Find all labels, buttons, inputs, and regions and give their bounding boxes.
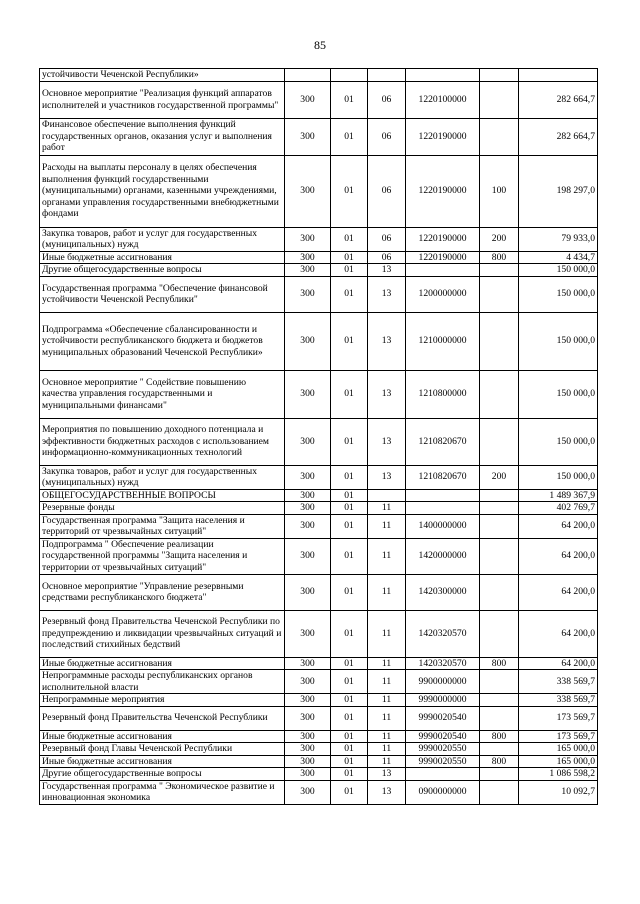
row-subsection-code: 13 <box>368 418 406 465</box>
row-name: Непрограммные расходы республиканских органов исполнительной власти <box>40 670 285 694</box>
row-expense-type-code: 800 <box>480 251 519 264</box>
row-section-code: 01 <box>331 251 368 264</box>
row-expense-type-code <box>480 118 519 155</box>
row-subsection-code: 13 <box>368 264 406 277</box>
row-section-code: 01 <box>331 465 368 489</box>
row-expense-type-code <box>480 694 519 707</box>
row-amount: 150 000,0 <box>519 418 598 465</box>
row-subsection-code: 11 <box>368 657 406 670</box>
row-department-code: 300 <box>285 502 331 515</box>
row-department-code: 300 <box>285 312 331 370</box>
table-row <box>40 251 598 264</box>
row-target-item-code: 1220190000 <box>406 118 480 155</box>
row-target-item-code: 1210000000 <box>406 312 480 370</box>
table-body <box>40 69 598 805</box>
row-expense-type-code <box>480 264 519 277</box>
row-name: Резервный фонд Правительства Чеченской Республики <box>40 706 285 730</box>
row-expense-type-code <box>480 312 519 370</box>
row-section-code: 01 <box>331 730 368 743</box>
row-subsection-code: 11 <box>368 730 406 743</box>
row-expense-type-code <box>480 81 519 118</box>
row-section-code: 01 <box>331 694 368 707</box>
row-department-code: 300 <box>285 706 331 730</box>
row-expense-type-code <box>480 69 519 82</box>
row-subsection-code <box>368 69 406 82</box>
row-name: Государственная программа "Обеспечение финансовой устойчивости Чеченской Республики" <box>40 276 285 312</box>
row-amount: 338 569,7 <box>519 670 598 694</box>
row-department-code: 300 <box>285 610 331 657</box>
row-target-item-code: 9990000000 <box>406 694 480 707</box>
table-row <box>40 574 598 610</box>
row-name: Другие общегосударственные вопросы <box>40 768 285 781</box>
row-amount: 338 569,7 <box>519 694 598 707</box>
row-section-code: 01 <box>331 706 368 730</box>
row-expense-type-code: 200 <box>480 465 519 489</box>
row-name: Резервные фонды <box>40 502 285 515</box>
row-amount: 10 092,7 <box>519 780 598 804</box>
table-row <box>40 780 598 804</box>
row-department-code <box>285 69 331 82</box>
row-amount: 173 569,7 <box>519 706 598 730</box>
table-row <box>40 118 598 155</box>
row-section-code: 01 <box>331 418 368 465</box>
row-department-code: 300 <box>285 227 331 251</box>
row-amount: 64 200,0 <box>519 610 598 657</box>
row-expense-type-code: 200 <box>480 227 519 251</box>
row-expense-type-code <box>480 514 519 538</box>
row-amount: 1 489 367,9 <box>519 489 598 502</box>
row-name: Основное мероприятие "Управление резервными средствами республиканского бюджета" <box>40 574 285 610</box>
row-amount: 64 200,0 <box>519 657 598 670</box>
row-name: Мероприятия по повышению доходного потенциала и эффективности бюджетных расходов с использованием информационно-коммуникационных технологий <box>40 418 285 465</box>
row-department-code: 300 <box>285 370 331 418</box>
row-department-code: 300 <box>285 264 331 277</box>
row-name: Непрограммные мероприятия <box>40 694 285 707</box>
table-row <box>40 610 598 657</box>
row-amount: 150 000,0 <box>519 276 598 312</box>
row-expense-type-code <box>480 706 519 730</box>
row-name: Основное мероприятие "Реализация функций аппаратов исполнителей и участников государственной программы" <box>40 81 285 118</box>
row-target-item-code: 1220190000 <box>406 155 480 227</box>
row-expense-type-code: 800 <box>480 730 519 743</box>
row-section-code: 01 <box>331 264 368 277</box>
row-name: Закупка товаров, работ и услуг для государственных (муниципальных) нужд <box>40 227 285 251</box>
row-name: Расходы на выплаты персоналу в целях обеспечения выполнения функций государственными (муниципальными) органами, казенными учреждениями, органами управления государственными внебюджетными фондами <box>40 155 285 227</box>
row-amount: 64 200,0 <box>519 574 598 610</box>
row-target-item-code: 9990020550 <box>406 755 480 768</box>
table-row <box>40 465 598 489</box>
row-department-code: 300 <box>285 574 331 610</box>
table-row <box>40 657 598 670</box>
row-subsection-code: 11 <box>368 514 406 538</box>
row-amount: 150 000,0 <box>519 264 598 277</box>
table-row <box>40 370 598 418</box>
row-subsection-code: 11 <box>368 670 406 694</box>
row-target-item-code: 1420320570 <box>406 657 480 670</box>
row-name: Подпрограмма «Обеспечение сбалансированности и устойчивости республиканского бюджета и бюджетов муниципальных образований Чеченской Республики» <box>40 312 285 370</box>
table-row <box>40 418 598 465</box>
row-expense-type-code <box>480 538 519 574</box>
row-amount: 150 000,0 <box>519 465 598 489</box>
row-name: Другие общегосударственные вопросы <box>40 264 285 277</box>
row-name: Резервный фонд Правительства Чеченской Республики по предупреждению и ликвидации чрезвычайных ситуаций и последствий стихийных бедствий <box>40 610 285 657</box>
row-target-item-code: 1400000000 <box>406 514 480 538</box>
row-name: Иные бюджетные ассигнования <box>40 657 285 670</box>
table-row <box>40 694 598 707</box>
row-subsection-code: 11 <box>368 502 406 515</box>
row-name: Государственная программа " Экономическое развитие и инновационная экономика <box>40 780 285 804</box>
table-row <box>40 514 598 538</box>
row-subsection-code: 13 <box>368 465 406 489</box>
row-section-code: 01 <box>331 370 368 418</box>
row-department-code: 300 <box>285 730 331 743</box>
row-expense-type-code <box>480 276 519 312</box>
row-amount: 79 933,0 <box>519 227 598 251</box>
row-section-code: 01 <box>331 489 368 502</box>
row-department-code: 300 <box>285 657 331 670</box>
table-row <box>40 670 598 694</box>
row-section-code: 01 <box>331 670 368 694</box>
row-name: Закупка товаров, работ и услуг для государственных (муниципальных) нужд <box>40 465 285 489</box>
row-target-item-code: 0900000000 <box>406 780 480 804</box>
row-name: Иные бюджетные ассигнования <box>40 730 285 743</box>
table-row <box>40 538 598 574</box>
page-number: 85 <box>314 38 326 52</box>
row-section-code: 01 <box>331 610 368 657</box>
row-section-code: 01 <box>331 657 368 670</box>
row-subsection-code: 11 <box>368 706 406 730</box>
row-subsection-code: 06 <box>368 251 406 264</box>
row-expense-type-code: 800 <box>480 657 519 670</box>
row-section-code: 01 <box>331 574 368 610</box>
row-name: Резервный фонд Главы Чеченской Республики <box>40 743 285 756</box>
table-row <box>40 489 598 502</box>
row-name: устойчивости Чеченской Республики» <box>40 69 285 82</box>
row-name: Иные бюджетные ассигнования <box>40 251 285 264</box>
row-expense-type-code <box>480 743 519 756</box>
row-section-code: 01 <box>331 514 368 538</box>
row-section-code: 01 <box>331 312 368 370</box>
row-department-code: 300 <box>285 251 331 264</box>
row-subsection-code: 11 <box>368 538 406 574</box>
row-target-item-code: 1220100000 <box>406 81 480 118</box>
row-target-item-code: 9990020540 <box>406 730 480 743</box>
row-subsection-code: 06 <box>368 227 406 251</box>
row-target-item-code: 9990020540 <box>406 706 480 730</box>
row-amount: 64 200,0 <box>519 538 598 574</box>
row-target-item-code <box>406 502 480 515</box>
row-expense-type-code <box>480 502 519 515</box>
row-target-item-code: 1420000000 <box>406 538 480 574</box>
row-target-item-code: 1210820670 <box>406 465 480 489</box>
table-row <box>40 743 598 756</box>
row-target-item-code: 9990020550 <box>406 743 480 756</box>
row-name: Финансовое обеспечение выполнения функций государственных органов, оказания услуг и выполнения работ <box>40 118 285 155</box>
row-section-code: 01 <box>331 755 368 768</box>
row-target-item-code: 1420320570 <box>406 610 480 657</box>
row-department-code: 300 <box>285 780 331 804</box>
row-section-code: 01 <box>331 768 368 781</box>
row-amount: 64 200,0 <box>519 514 598 538</box>
row-department-code: 300 <box>285 538 331 574</box>
row-section-code: 01 <box>331 780 368 804</box>
row-department-code: 300 <box>285 755 331 768</box>
table-row <box>40 755 598 768</box>
row-target-item-code: 1220190000 <box>406 251 480 264</box>
table-row <box>40 155 598 227</box>
row-amount <box>519 69 598 82</box>
row-name: Подпрограмма " Обеспечение реализации государственной программы "Защита населения и территории от чрезвычайных ситуаций" <box>40 538 285 574</box>
row-name: Государственная программа "Защита населения и территорий от чрезвычайных ситуаций" <box>40 514 285 538</box>
row-department-code: 300 <box>285 489 331 502</box>
row-department-code: 300 <box>285 118 331 155</box>
row-expense-type-code: 100 <box>480 155 519 227</box>
row-subsection-code: 11 <box>368 755 406 768</box>
row-amount: 282 664,7 <box>519 118 598 155</box>
row-target-item-code <box>406 768 480 781</box>
row-target-item-code <box>406 489 480 502</box>
row-expense-type-code <box>480 370 519 418</box>
row-subsection-code: 11 <box>368 610 406 657</box>
row-department-code: 300 <box>285 418 331 465</box>
row-subsection-code <box>368 489 406 502</box>
row-amount: 282 664,7 <box>519 81 598 118</box>
row-subsection-code: 13 <box>368 276 406 312</box>
table-row <box>40 502 598 515</box>
table-row <box>40 312 598 370</box>
row-name: ОБЩЕГОСУДАРСТВЕННЫЕ ВОПРОСЫ <box>40 489 285 502</box>
row-subsection-code: 06 <box>368 81 406 118</box>
row-amount: 402 769,7 <box>519 502 598 515</box>
row-name: Иные бюджетные ассигнования <box>40 755 285 768</box>
row-amount: 198 297,0 <box>519 155 598 227</box>
row-subsection-code: 06 <box>368 118 406 155</box>
table-row <box>40 730 598 743</box>
budget-table <box>39 68 598 805</box>
row-expense-type-code <box>480 768 519 781</box>
row-amount: 165 000,0 <box>519 755 598 768</box>
row-target-item-code <box>406 69 480 82</box>
row-name: Основное мероприятие " Содействие повышению качества управления государственными и муниципальными финансами" <box>40 370 285 418</box>
row-department-code: 300 <box>285 670 331 694</box>
row-subsection-code: 11 <box>368 574 406 610</box>
row-section-code: 01 <box>331 118 368 155</box>
row-section-code: 01 <box>331 276 368 312</box>
row-subsection-code: 13 <box>368 780 406 804</box>
row-amount: 150 000,0 <box>519 370 598 418</box>
row-section-code <box>331 69 368 82</box>
row-subsection-code: 13 <box>368 768 406 781</box>
row-subsection-code: 13 <box>368 312 406 370</box>
table-row <box>40 264 598 277</box>
row-expense-type-code <box>480 574 519 610</box>
row-department-code: 300 <box>285 465 331 489</box>
table-row <box>40 81 598 118</box>
row-department-code: 300 <box>285 276 331 312</box>
row-amount: 4 434,7 <box>519 251 598 264</box>
row-section-code: 01 <box>331 81 368 118</box>
row-expense-type-code <box>480 610 519 657</box>
table-row <box>40 706 598 730</box>
row-section-code: 01 <box>331 155 368 227</box>
row-expense-type-code: 800 <box>480 755 519 768</box>
row-section-code: 01 <box>331 227 368 251</box>
row-expense-type-code <box>480 780 519 804</box>
row-amount: 1 086 598,2 <box>519 768 598 781</box>
row-department-code: 300 <box>285 155 331 227</box>
row-amount: 165 000,0 <box>519 743 598 756</box>
row-target-item-code: 1220190000 <box>406 227 480 251</box>
row-department-code: 300 <box>285 81 331 118</box>
row-department-code: 300 <box>285 514 331 538</box>
row-section-code: 01 <box>331 743 368 756</box>
row-subsection-code: 11 <box>368 694 406 707</box>
row-target-item-code: 1210800000 <box>406 370 480 418</box>
table-row <box>40 768 598 781</box>
row-subsection-code: 06 <box>368 155 406 227</box>
table-row <box>40 227 598 251</box>
row-department-code: 300 <box>285 694 331 707</box>
row-expense-type-code <box>480 418 519 465</box>
row-subsection-code: 11 <box>368 743 406 756</box>
row-amount: 173 569,7 <box>519 730 598 743</box>
table-row <box>40 69 598 82</box>
row-department-code: 300 <box>285 768 331 781</box>
row-expense-type-code <box>480 670 519 694</box>
row-section-code: 01 <box>331 502 368 515</box>
row-amount: 150 000,0 <box>519 312 598 370</box>
row-target-item-code: 1210820670 <box>406 418 480 465</box>
row-section-code: 01 <box>331 538 368 574</box>
row-subsection-code: 13 <box>368 370 406 418</box>
table-row <box>40 276 598 312</box>
row-target-item-code <box>406 264 480 277</box>
row-target-item-code: 1200000000 <box>406 276 480 312</box>
row-expense-type-code <box>480 489 519 502</box>
row-department-code: 300 <box>285 743 331 756</box>
row-target-item-code: 1420300000 <box>406 574 480 610</box>
row-target-item-code: 9900000000 <box>406 670 480 694</box>
